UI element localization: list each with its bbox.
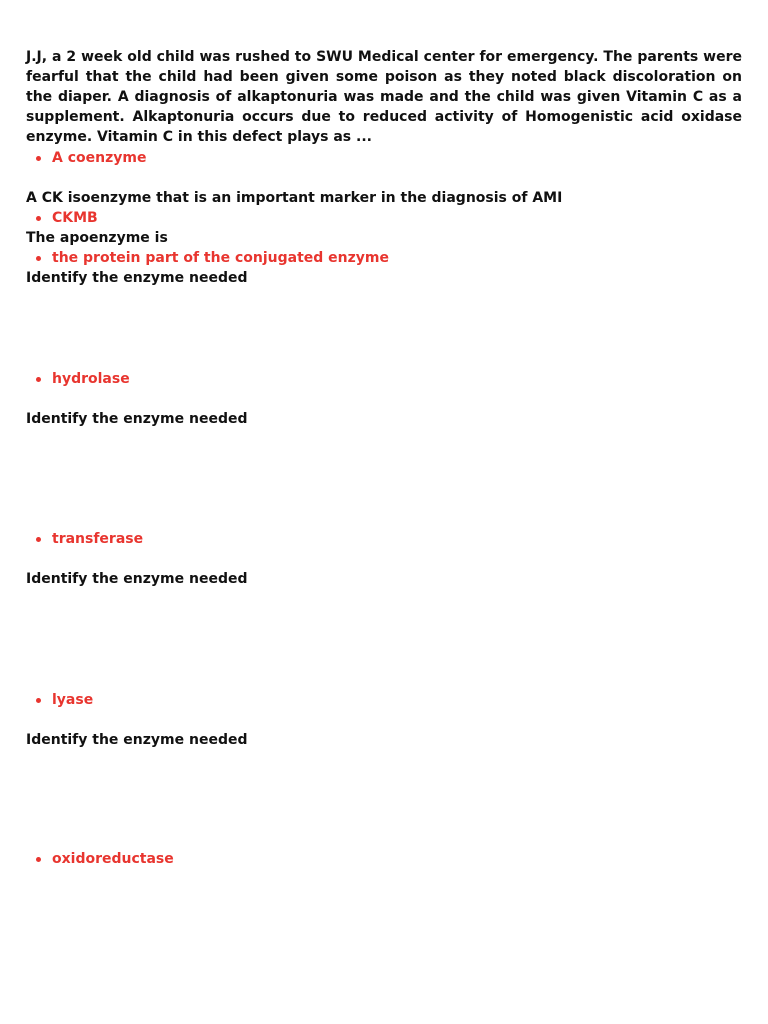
quiz-document [26, 0, 742, 1024]
question-5-text: Identify the enzyme needed [26, 411, 248, 427]
answer-4-text: hydrolase [52, 371, 130, 387]
bullet-icon [36, 216, 41, 221]
bullet-icon [36, 156, 41, 161]
bullet-icon [36, 698, 41, 703]
question-3-text: The apoenzyme is [26, 230, 168, 246]
answer-3-text: the protein part of the conjugated enzyme [52, 250, 389, 266]
bullet-icon [36, 377, 41, 382]
bullet-icon [36, 256, 41, 261]
answer-7-text: oxidoreductase [52, 851, 174, 867]
question-2-text: A CK isoenzyme that is an important marker in the diagnosis of AMI [26, 190, 563, 206]
answer-1-text: A coenzyme [52, 150, 147, 166]
question-1-text: J.J, a 2 week old child was rushed to SWU Medical center for emergency. The parents were fearful that the child had been given some poison as they noted black discoloration on the diaper. A diagnosis of alkaptonuria was made and the child was given Vitamin C as a supplement. Alkaptonuria occurs due to reduced activity of Homogenistic acid oxidase enzyme. Vitamin C in this defect plays as ... [26, 49, 742, 145]
answer-2-text: CKMB [52, 210, 98, 226]
answer-5-text: transferase [52, 531, 144, 547]
bullet-icon [36, 537, 41, 542]
question-6-text: Identify the enzyme needed [26, 571, 248, 587]
answer-6-text: lyase [52, 692, 94, 708]
question-4-text: Identify the enzyme needed [26, 270, 248, 286]
bullet-icon [36, 857, 41, 862]
question-7-text: Identify the enzyme needed [26, 732, 248, 748]
